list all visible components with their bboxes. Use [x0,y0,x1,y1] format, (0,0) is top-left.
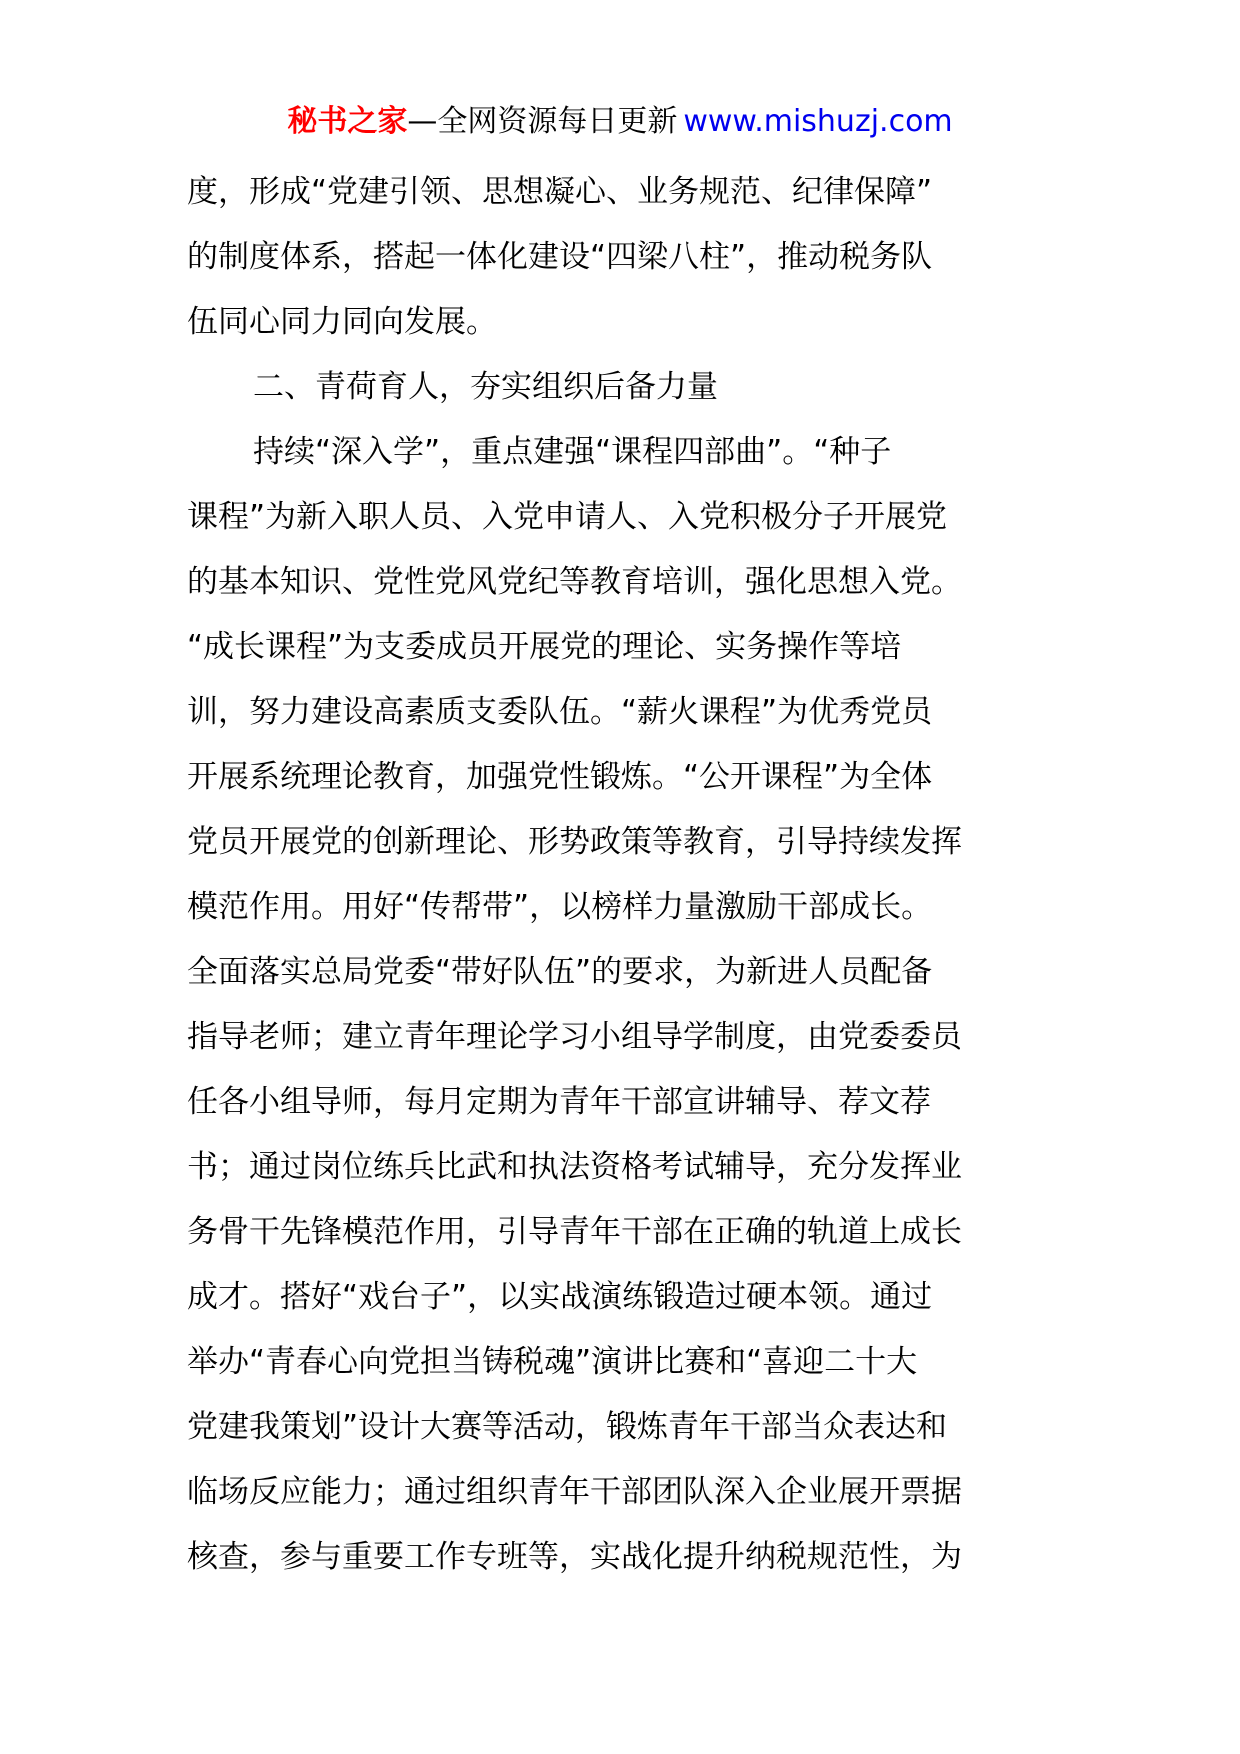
paragraph-line: 书；通过岗位练兵比武和执法资格考试辅导，充分发挥业 [187,1149,962,1185]
paragraph-line: 成才。搭好“戏台子”，以实战演练锻造过硬本领。通过 [187,1279,933,1315]
paragraph-line: 的基本知识、党性党风党纪等教育培训，强化思想入党。 [187,564,962,600]
document-body [187,160,1055,1590]
paragraph-line: 的制度体系，搭起一体化建设“四梁八柱”，推动税务队 [187,239,933,275]
page-header [0,100,1240,144]
paragraph-line: “成长课程”为支委成员开展党的理论、实务操作等培 [187,629,902,665]
paragraph-line: 课程”为新入职人员、入党申请人、入党积极分子开展党 [187,499,948,535]
paragraph-line: 举办“青春心向党担当铸税魂”演讲比赛和“喜迎二十大 [187,1344,918,1380]
paragraph-line: 党员开展党的创新理论、形势政策等教育，引导持续发挥 [187,824,962,860]
site-url-link[interactable]: www.mishuzj.com [683,104,953,139]
paragraph-line: 临场反应能力；通过组织青年干部团队深入企业展开票据 [187,1474,962,1510]
paragraph-line: 指导老师；建立青年理论学习小组导学制度，由党委委员 [187,1019,962,1055]
paragraph-line: 训，努力建设高素质支委队伍。“薪火课程”为优秀党员 [187,694,933,730]
paragraph-line: 模范作用。用好“传帮带”，以榜样力量激励干部成长。 [187,889,933,925]
paragraph-line: 度，形成“党建引领、思想凝心、业务规范、纪律保障” [187,174,933,210]
paragraph-line: 务骨干先锋模范作用，引导青年干部在正确的轨道上成长 [187,1214,962,1250]
paragraph-line: 开展系统理论教育，加强党性锻炼。“公开课程”为全体 [187,759,933,795]
header-tagline: —全网资源每日更新 [407,104,678,139]
paragraph-line: 任各小组导师，每月定期为青年干部宣讲辅导、荐文荐 [187,1084,931,1120]
paragraph-line: 伍同心同力同向发展。 [187,304,497,340]
paragraph-line: 党建我策划”设计大赛等活动，锻炼青年干部当众表达和 [187,1409,948,1445]
paragraph-line: 核查，参与重要工作专班等，实战化提升纳税规范性，为 [187,1539,962,1575]
brand-name: 秘书之家 [287,104,408,139]
paragraph-line: 持续“深入学”，重点建强“课程四部曲”。“种子 [253,434,892,470]
section-heading: 二、青荷育人，夯实组织后备力量 [253,369,718,405]
paragraph-line: 全面落实总局党委“带好队伍”的要求，为新进人员配备 [187,954,933,990]
